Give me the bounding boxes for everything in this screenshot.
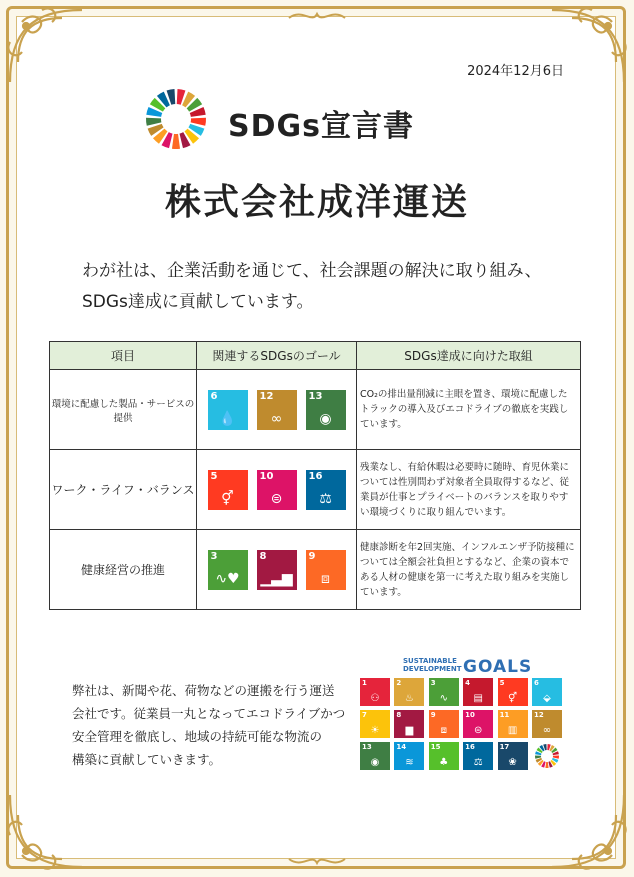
goal-number: 17: [499, 743, 510, 751]
intro-text: [82, 256, 542, 318]
description-line: 構築に貢献していきます。: [72, 752, 222, 767]
goal-glyph-icon: ⬙: [543, 693, 551, 704]
gender-equality-icon: ⚥: [221, 490, 234, 507]
goal-number: 6: [533, 679, 539, 687]
table-row: [50, 450, 581, 530]
goal-number: 9: [308, 550, 316, 562]
company-description: [72, 679, 345, 771]
goal-glyph-icon: ⊜: [473, 725, 483, 736]
sdg-wheel-icon: [532, 742, 562, 770]
goal-number: 10: [465, 711, 475, 719]
header-actions: SDGs達成に向けた取組: [357, 342, 581, 370]
infinity-icon: ∞: [270, 410, 283, 427]
corner-ornament-icon: [542, 785, 632, 875]
goal-number: 6: [210, 390, 218, 402]
header-goals: 関連するSDGsのゴール: [197, 342, 357, 370]
goal-number: 1: [362, 679, 367, 687]
sdg-goal-tile-16: [463, 742, 493, 770]
growth-chart-icon: ▁▃▆: [260, 570, 293, 587]
declaration-title: SDGs宣言書: [228, 109, 414, 144]
goals-cell: [197, 530, 357, 610]
issue-date: 2024年12月6日: [467, 64, 564, 79]
sdg-goal-12-infinity-icon: [257, 390, 297, 430]
eye-globe-icon: ◉: [319, 410, 332, 427]
goal-number: 3: [430, 679, 436, 687]
goal-number: 11: [499, 711, 510, 719]
sdg-goal-5-gender-equality-icon: [208, 470, 248, 510]
header-item: 項目: [50, 342, 197, 370]
sdg-goal-tile-8: [394, 710, 424, 738]
table-row: [50, 530, 581, 610]
sdg-goal-tile-7: [360, 710, 390, 738]
goal-number: 16: [465, 743, 475, 751]
heartbeat-icon: ∿♥: [215, 570, 240, 587]
sdg-goal-tile-5: [498, 678, 528, 706]
wheel-segment: [545, 762, 548, 768]
sdg-goal-tile-1: [360, 678, 390, 706]
sdg-goal-tile-2: [394, 678, 424, 706]
goal-number: 5: [210, 470, 218, 482]
sdg-goal-3-heartbeat-icon: [208, 550, 248, 590]
sdg-goal-6-water-drop-icon: [208, 390, 248, 430]
logo-goals-word: GOALS: [463, 657, 533, 677]
sdg-goals-grid: [360, 678, 562, 770]
dove-gavel-icon: ⚖: [319, 490, 332, 507]
goal-number: 13: [308, 390, 323, 402]
sdg-goal-tile-10: [463, 710, 493, 738]
sdg-goal-tile-4: [463, 678, 493, 706]
item-cell: 健康経営の推進: [50, 530, 197, 610]
sdg-goal-tile-6: [532, 678, 562, 706]
sdg-goal-tile-17: [498, 742, 528, 770]
goal-glyph-icon: ⚥: [508, 693, 518, 704]
sdg-goal-9-cubes-icon: [306, 550, 346, 590]
action-cell: CO₂の排出量削減に主眼を置き、環境に配慮したトラックの導入及びエコドライブの徹底を実践しています。: [357, 370, 581, 450]
sdg-goal-tile-11: [498, 710, 528, 738]
corner-ornament-icon: [2, 785, 92, 875]
goal-number: 7: [362, 711, 367, 719]
goals-cell: [197, 370, 357, 450]
goal-number: 3: [210, 550, 218, 562]
goal-glyph-icon: ▆: [405, 725, 414, 736]
sdg-goal-tile-12: [532, 710, 562, 738]
goal-glyph-icon: ♨: [404, 693, 414, 704]
table-row: [50, 370, 581, 450]
description-line: 弊社は、新聞や花、荷物などの運搬を行う運送: [72, 683, 335, 698]
wheel-segment: [535, 755, 541, 758]
goal-number: 10: [259, 470, 274, 482]
goal-glyph-icon: ≋: [405, 757, 414, 768]
sdg-goal-16-dove-gavel-icon: [306, 470, 346, 510]
action-cell: 残業なし、有給休暇は必要時に随時、育児休業については性別問わず対象者全員取得するなど、従業員が仕事とプライベートのバランスを取りやすい環境づくりに取り組んでいます。: [357, 450, 581, 530]
goal-number: 4: [465, 679, 471, 687]
description-line: 安全管理を徹底し、地域の持続可能な物流の: [72, 729, 323, 744]
goal-glyph-icon: ▥: [507, 725, 518, 736]
cubes-icon: ⧈: [321, 570, 330, 587]
goal-glyph-icon: ⚖: [473, 757, 483, 768]
goal-number: 13: [362, 743, 372, 751]
sdg-goal-tile-15: [429, 742, 459, 770]
description-line: 会社です。従業員一丸となってエコドライブかつ: [72, 706, 346, 721]
goals-cell: [197, 450, 357, 530]
goal-glyph-icon: ∿: [439, 693, 448, 704]
item-cell: 環境に配慮した製品・サービスの提供: [50, 370, 197, 450]
sdg-goal-tile-3: [429, 678, 459, 706]
item-cell: ワーク・ライフ・バランス: [50, 450, 197, 530]
goal-number: 16: [308, 470, 323, 482]
intro-line: SDGs達成に貢献しています。: [82, 292, 314, 312]
goal-glyph-icon: ⚇: [370, 693, 380, 704]
goal-number: 15: [430, 743, 441, 751]
wheel-segment: [553, 755, 559, 758]
sdg-goal-10-equality-icon: [257, 470, 297, 510]
goal-glyph-icon: ☀: [370, 725, 380, 736]
goal-number: 12: [259, 390, 274, 402]
goal-number: 9: [430, 711, 436, 719]
logo-line: SUSTAINABLE: [403, 657, 457, 665]
goal-number: 12: [533, 711, 544, 719]
sustainable-development-goals-logo: [403, 657, 533, 677]
goal-number: 2: [396, 679, 402, 687]
company-name: 株式会社成洋運送: [164, 182, 469, 223]
intro-line: わが社は、企業活動を通じて、社会課題の解決に取り組み、: [82, 261, 542, 281]
corner-ornament-icon: [2, 2, 92, 92]
water-drop-icon: 💧: [218, 410, 237, 427]
goal-glyph-icon: ♣: [439, 757, 449, 768]
sdg-goal-tile-14: [394, 742, 424, 770]
goal-number: 14: [396, 743, 407, 751]
top-ornament-icon: [287, 6, 347, 26]
goal-glyph-icon: ▤: [473, 693, 483, 704]
wheel-segment: [146, 118, 161, 126]
goal-number: 8: [259, 550, 267, 562]
goal-glyph-icon: ∞: [542, 725, 552, 736]
wheel-segment: [191, 118, 206, 126]
goal-number: 8: [396, 711, 402, 719]
goal-glyph-icon: ◉: [370, 757, 380, 768]
sdg-wheel-tile: [532, 742, 562, 770]
goal-glyph-icon: ⧈: [440, 725, 447, 736]
sdg-initiatives-table: [49, 341, 581, 610]
goal-glyph-icon: ❀: [508, 757, 517, 768]
sdg-goal-13-eye-globe-icon: [306, 390, 346, 430]
sdg-wheel-icon: [145, 88, 207, 150]
action-cell: 健康診断を年2回実施、インフルエンザ予防接種については全額会社負担とするなど、企業の資本である人材の健康を第一に考えた取り組みを実施しています。: [357, 530, 581, 610]
goal-number: 5: [499, 679, 505, 687]
sdg-goal-tile-13: [360, 742, 390, 770]
sdg-goal-8-growth-chart-icon: [257, 550, 297, 590]
bottom-ornament-icon: [287, 851, 347, 871]
logo-line: DEVELOPMENT: [403, 665, 462, 673]
sdg-goal-tile-9: [429, 710, 459, 738]
wheel-segment: [172, 134, 180, 149]
equality-icon: ⊜: [270, 490, 283, 507]
